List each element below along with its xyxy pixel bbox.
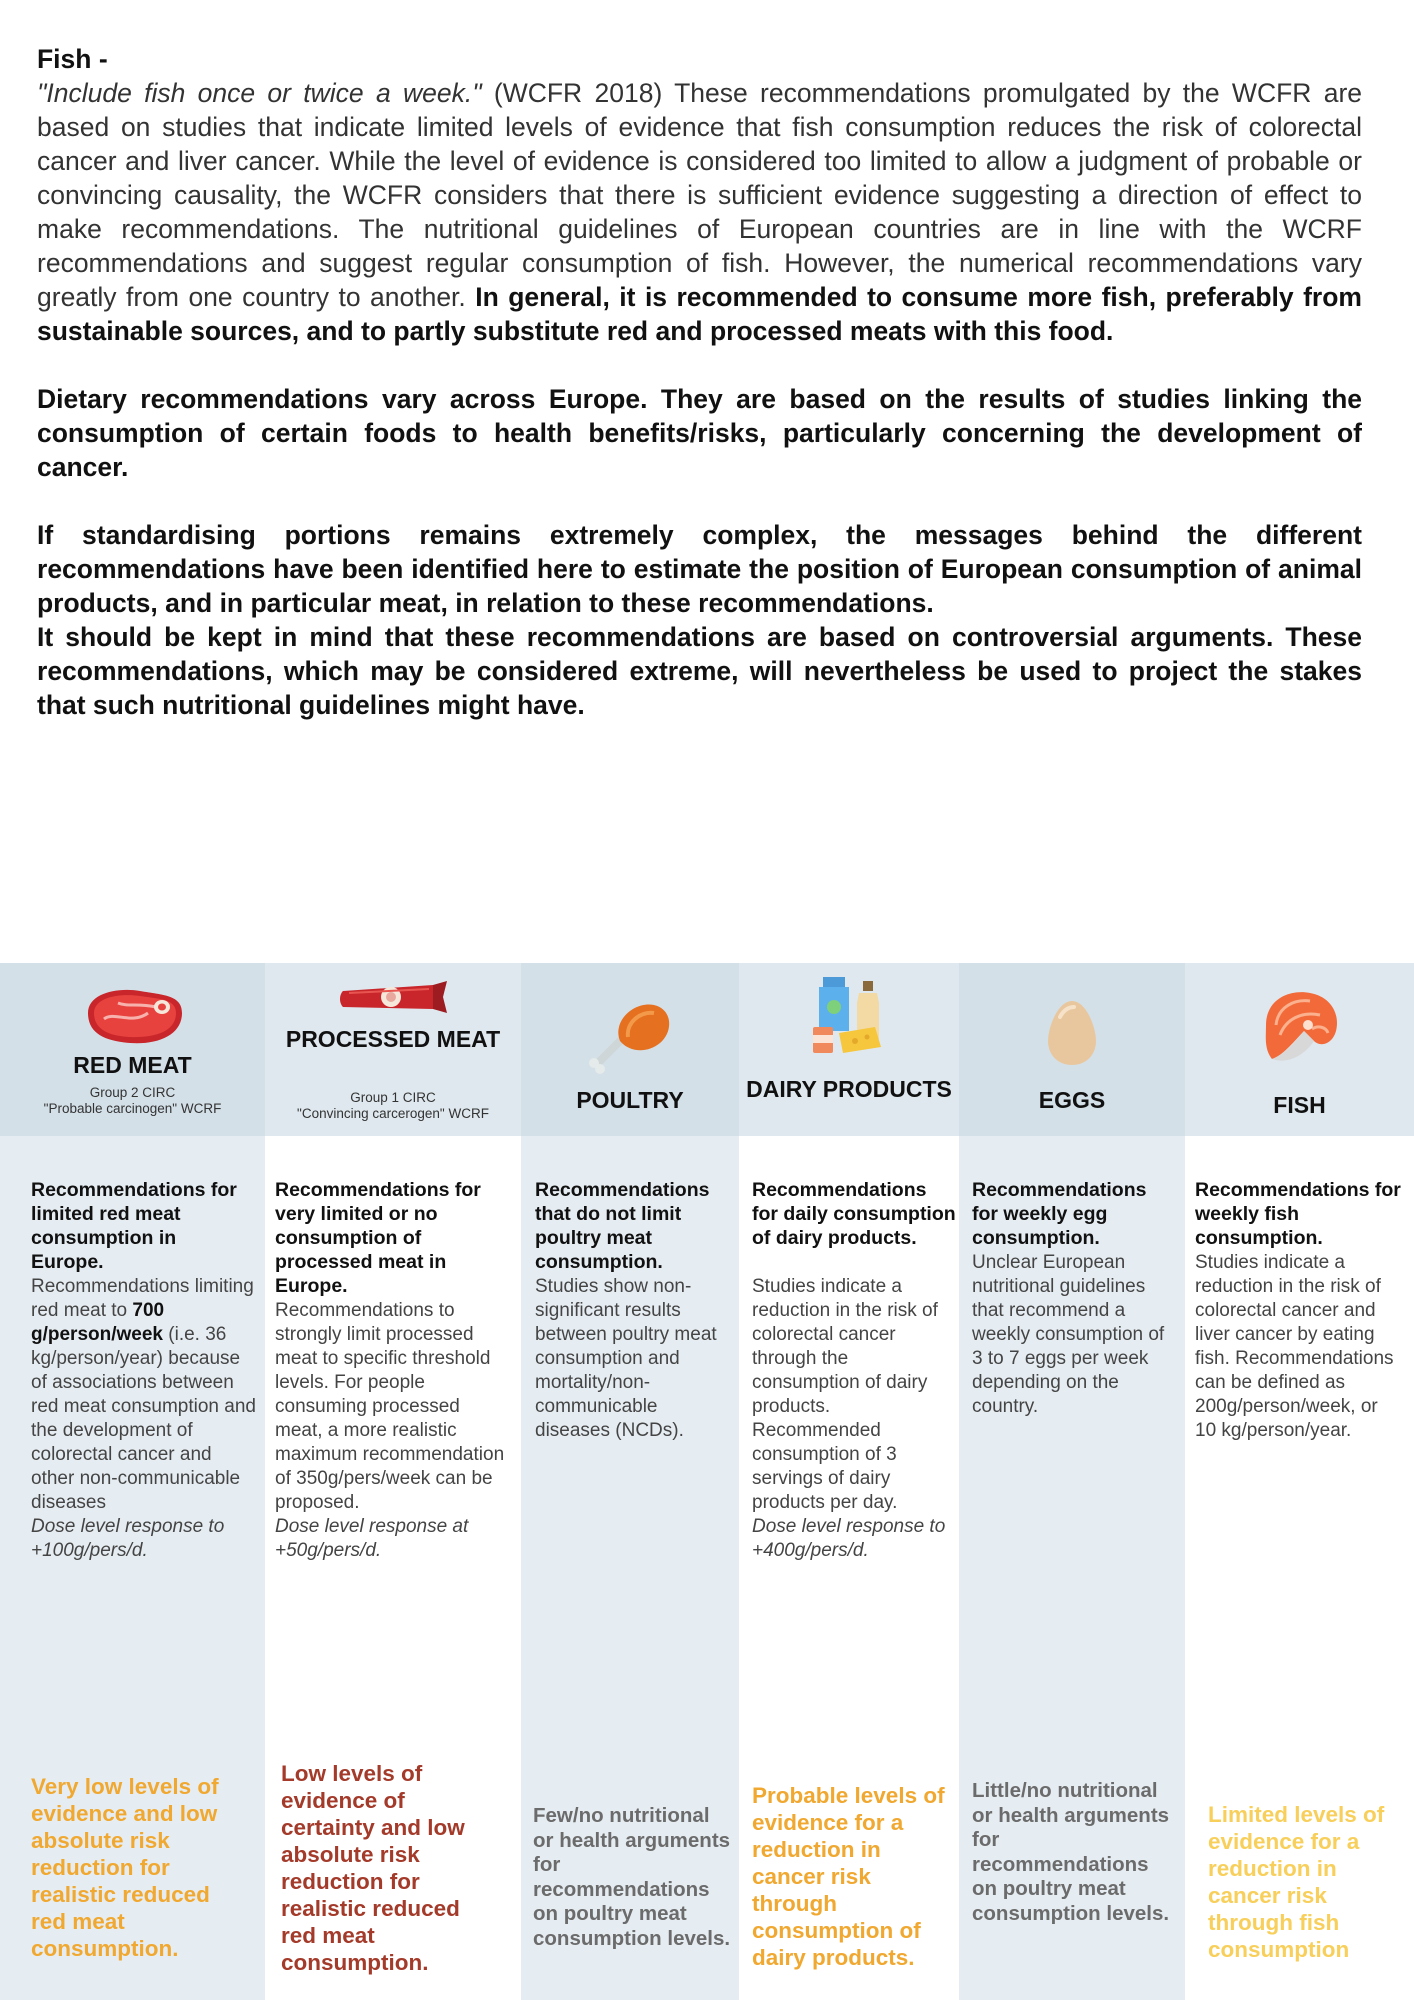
paragraph-dietary-variation: Dietary recommendations vary across Europe. They are based on the results of studies linking the consumption of certain foods to health benefits/risks, particularly concerning the development of cancer. [37, 384, 1362, 482]
column-header [265, 963, 521, 1136]
column-header [1185, 963, 1414, 1136]
salmon-steak-icon [1256, 985, 1344, 1069]
paragraph-standardising: If standardising portions remains extremely complex, the messages behind the different recommendations have been identified here to estimate the position of European consumption of animal products, and in particular meat, in relation to these recommendations. [37, 520, 1362, 618]
evidence-verdict: Low levels of evidence of certainty and low absolute risk reduction for realistic reduced red meat consumption. [281, 1761, 465, 1975]
column-title: PROCESSED MEAT [285, 1026, 501, 1052]
column-body [739, 1136, 959, 2000]
fish-quote: "Include fish once or twice a week." [37, 78, 482, 108]
column-body [0, 1136, 265, 2000]
fish-paragraph [37, 76, 1362, 348]
recommendation-text: Studies indicate a reduction in the risk of colorectal cancer and liver cancer by eating fish. Recommendations can be defined as 200g/person/week, or 10 kg/person/year. [1195, 1252, 1394, 1441]
column-header [739, 963, 959, 1136]
salami-sausage-icon [335, 977, 451, 1017]
evidence-verdict: Probable levels of evidence for a reduction in cancer risk through consumption of dairy products. [752, 1783, 945, 1970]
recommendation-text-a: Recommendations limiting red meat to [31, 1276, 254, 1321]
column-red-meat [0, 963, 265, 2000]
column-subtitle-wcrf: "Probable carcinogen" WCRF [43, 1101, 222, 1116]
column-body [265, 1136, 521, 2000]
column-body [959, 1136, 1185, 2000]
column-title: EGGS [1038, 1087, 1106, 1113]
recommendation-title: Recommendations for daily consumption of dairy products. [752, 1179, 956, 1249]
fish-bold-conclusion: In general, it is recommended to consume more fish, preferably from sustainable sources, and to partly substitute red and processed meats with this food. [37, 282, 1362, 346]
recommendation-title: Recommendations for limited red meat consumption in Europe. [31, 1179, 237, 1273]
evidence-verdict: Limited levels of evidence for a reduction in cancer risk through fish consumption [1208, 1802, 1385, 1962]
column-body [521, 1136, 739, 2000]
intro-section [37, 42, 1362, 722]
dose-response-note: Dose level response at +50g/pers/d. [275, 1516, 469, 1561]
fish-body: (WCFR 2018) These recommendations promulgated by the WCFR are based on studies that indicate limited levels of evidence that fish consumption reduces the risk of colorectal cancer and liver cancer. While the level of evidence is considered too limited to allow a judgment of probable or convincing causality, the WCFR considers that there is sufficient evidence suggesting a direction of effect to make recommendations. The nutritional guidelines of European countries are in line with the WCRF recommendations and suggest regular consumption of fish. However, the numerical recommendations vary greatly from one country to another. [37, 78, 1363, 312]
column-subtitle-circ: Group 2 CIRC [89, 1085, 176, 1100]
chicken-leg-icon [582, 997, 678, 1077]
column-subtitle-circ: Group 1 CIRC [350, 1090, 436, 1105]
recommendation-text [31, 1275, 256, 1563]
recommendation-text-b: (i.e. 36 kg/person/year) because of associations between red meat consumption and the development of colorectal cancer and other non-communicable diseases [31, 1324, 256, 1513]
column-header [959, 963, 1185, 1136]
recommendation-title: Recommendations for weekly fish consumption. [1195, 1179, 1401, 1249]
column-subtitle-wcrf: "Convincing carcerogen" WCRF [297, 1106, 489, 1121]
column-title: RED MEAT [73, 1052, 192, 1078]
recommendation-title: Recommendations for very limited or no consumption of processed meat in Europe. [275, 1179, 481, 1297]
recommendation-text: Unclear European nutritional guidelines that recommend a weekly consumption of 3 to 7 eggs per week depending on the country. [972, 1252, 1165, 1417]
recommendation-amount: 700 g/person/week [31, 1300, 165, 1345]
column-header [521, 963, 739, 1136]
evidence-verdict: Few/no nutritional or health arguments for recommendations on poultry meat consumption levels. [533, 1804, 731, 1950]
recommendation-title: Recommendations for weekly egg consumption. [972, 1179, 1147, 1249]
column-body [1185, 1136, 1414, 2000]
red-meat-steak-icon [78, 983, 188, 1053]
column-processed-meat [265, 963, 521, 2000]
recommendation-title: Recommendations that do not limit poultry meat consumption. [535, 1179, 710, 1273]
column-poultry [521, 963, 739, 2000]
evidence-verdict: Very low levels of evidence and low absolute risk reduction for realistic reduced red meat consumption. [31, 1774, 219, 1961]
column-eggs [959, 963, 1185, 2000]
column-title: DAIRY PRODUCTS [746, 1076, 952, 1102]
paragraph-controversial: It should be kept in mind that these recommendations are based on controversial arguments. These recommendations, which may be considered extreme, will nevertheless be used to project the stakes that such nutritional guidelines might have. [37, 622, 1362, 720]
recommendation-text-a: Studies indicate a reduction in the risk of colorectal cancer through the consumption of dairy products. Recommended consumption of 3 servings of dairy products per day. [752, 1276, 938, 1513]
dose-response-note: Dose level response to +100g/pers/d. [31, 1516, 225, 1561]
egg-icon [1046, 997, 1098, 1067]
column-header [0, 963, 265, 1136]
recommendations-table [0, 963, 1414, 2000]
column-title: POULTRY [576, 1087, 684, 1113]
dairy-products-icon [809, 973, 889, 1057]
recommendation-text [275, 1299, 511, 1563]
recommendation-text: Studies show non-significant results between poultry meat consumption and mortality/non-communicable diseases (NCDs). [535, 1276, 717, 1441]
recommendation-text-a: Recommendations to strongly limit processed meat to specific threshold levels. For people consuming processed meat, a more realistic maximum recommendation of 350g/pers/week can be proposed. [275, 1300, 505, 1513]
dose-response-note: Dose level response to +400g/pers/d. [752, 1516, 946, 1561]
column-title: FISH [1273, 1092, 1326, 1118]
recommendation-text [752, 1275, 957, 1563]
evidence-verdict: Little/no nutritional or health arguments for recommendations on poultry meat consumption levels. [972, 1779, 1170, 1925]
column-fish [1185, 963, 1414, 2000]
column-dairy-products [739, 963, 959, 2000]
fish-heading: Fish - [37, 44, 108, 74]
